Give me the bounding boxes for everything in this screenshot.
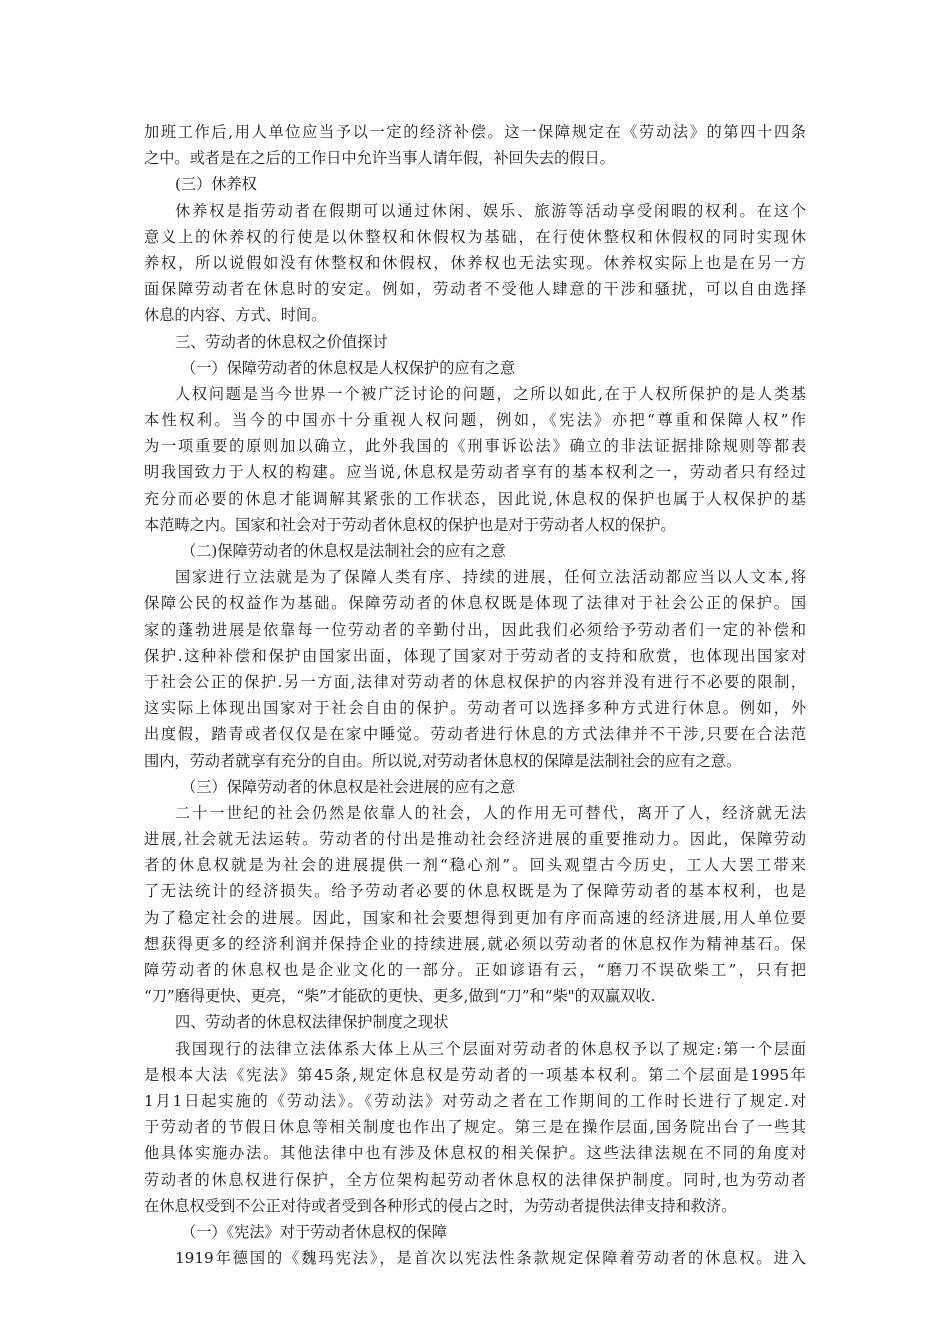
text-line: 意义上的休养权的行使是以休整权和休假权为基础，在行使休整权和休假权的同时实现休 xyxy=(144,227,806,246)
text-line: 为一项重要的原则加以确立，此外我国的《刑事诉讼法》确立的非法证据排除规则等都表 xyxy=(144,437,806,456)
text-line: 人权问题是当今世界一个被广泛讨论的问题，之所以如此,在于人权所保护的是人类基 xyxy=(175,384,806,403)
text-line: 为了稳定社会的进展。因此，国家和社会要想得到更加有序而高速的经济进展,用人单位要 xyxy=(144,908,806,927)
text-line: (三）休养权 xyxy=(175,175,257,194)
text-line: 本性权利。当今的中国亦十分重视人权问题，例如，《宪法》亦把“尊重和保障人权”作 xyxy=(144,411,806,430)
text-line: 家的蓬勃进展是依靠每一位劳动者的辛勤付出，因此我们必须给予劳动者们一定的补偿和 xyxy=(144,620,806,639)
text-line: 出度假，踏青或者仅仅是在家中睡觉。劳动者进行休息的方式法律并不干涉,只要在合法范 xyxy=(144,725,806,744)
text-line: 明我国致力于人权的构建。应当说,休息权是劳动者享有的基本权利之一，劳动者只有经过 xyxy=(144,463,806,482)
text-line: 于社会公正的保护.另一方面,法律对劳动者的休息权保护的内容并没有进行不必要的限制， xyxy=(144,672,806,691)
text-line: 在休息权受到不公正对待或者受到各种形式的侵占之时，为劳动者提供法律支持和救济。 xyxy=(144,1196,737,1215)
text-line: 障劳动者的休息权也是企业文化的一部分。正如谚语有云，“磨刀不误砍柴工”，只有把 xyxy=(144,961,806,979)
document-body xyxy=(144,119,806,1271)
text-line: 之中。或者是在之后的工作日中允许当事人请年假，补回失去的假日。 xyxy=(144,149,615,168)
text-line: 想获得更多的经济利润并保持企业的持续进展,就必须以劳动者的休息权作为精神基石。保 xyxy=(144,934,806,953)
text-line: 者的休息权就是为社会的进展提供一剂“稳心剂”。回头观望古今历史，工人大罢工带来 xyxy=(144,856,806,875)
text-line: 这实际上体现出国家对于社会自由的保护。劳动者可以选择多种方式进行休息。例如，外 xyxy=(144,699,806,718)
text-line: （三）保障劳动者的休息权是社会进展的应有之意 xyxy=(181,777,516,796)
text-line: 充分而必要的休息才能调解其紧张的工作状态，因此说,休息权的保护也属于人权保护的基 xyxy=(144,489,806,508)
text-line: 他具体实施办法。其他法律中也有涉及休息权的相关保护。这些法律法规在不同的角度对 xyxy=(144,1144,806,1163)
text-line: 是根本大法《宪法》第45条,规定休息权是劳动者的一项基本权利。第二个层面是1995年 xyxy=(144,1065,806,1084)
text-line: 于劳动者的节假日休息等相关制度也作出了规定。第三是在操作层面,国务院出台了一些其 xyxy=(144,1118,806,1137)
text-line: 围内，劳动者就享有充分的自由。所以说,对劳动者休息权的保障是法制社会的应有之意。 xyxy=(144,751,742,770)
text-line: （一）《宪法》对于劳动者休息权的保障 xyxy=(181,1222,447,1241)
text-line: 加班工作后,用人单位应当予以一定的经济补偿。这一保障规定在《劳动法》的第四十四条 xyxy=(144,123,806,141)
text-line: 四、劳动者的休息权法律保护制度之现状 xyxy=(175,1013,449,1032)
text-line: 本范畴之内。国家和社会对于劳动者休息权的保护也是对于劳动者人权的保护。 xyxy=(144,515,676,534)
text-line: “刀”磨得更快、更亮，“柴”才能砍的更快、更多,做到“刀”和“柴"的双赢双收. xyxy=(144,987,656,1006)
text-line: 1919年德国的《魏玛宪法》，是首次以宪法性条款规定保障着劳动者的休息权。进入 xyxy=(175,1249,806,1268)
text-line: 1月1日起实施的《劳动法》。《劳动法》对劳动之者在工作期间的工作时长进行了规定.对 xyxy=(144,1091,806,1110)
text-line: （二)保障劳动者的休息权是法制社会的应有之意 xyxy=(181,542,506,560)
text-line: 休养权是指劳动者在假期可以通过休闲、娱乐、旅游等活动享受闲暇的权利。在这个 xyxy=(175,201,806,220)
text-line: 三、劳动者的休息权之价值探讨 xyxy=(175,332,388,351)
text-line: 国家进行立法就是为了保障人类有序、持续的进展，任何立法活动都应当以人文本,将 xyxy=(175,568,806,587)
text-line: （一）保障劳动者的休息权是人权保护的应有之意 xyxy=(181,358,516,377)
text-line: 保护.这种补偿和保护由国家出面，体现了国家对于劳动者的支持和欣赏，也体现出国家对 xyxy=(144,646,806,665)
text-line: 二十一世纪的社会仍然是依靠人的社会，人的作用无可替代，离开了人，经济就无法 xyxy=(175,803,806,822)
text-line: 进展,社会就无法运转。劳动者的付出是推动社会经济进展的重要推动力。因此，保障劳动 xyxy=(144,830,806,849)
text-line: 面保障劳动者在休息时的安定。例如，劳动者不受他人肆意的干涉和骚扰，可以自由选择 xyxy=(144,280,806,299)
text-line: 了无法统计的经济损失。给予劳动者必要的休息权既是为了保障劳动者的基本权利，也是 xyxy=(144,882,806,901)
text-line: 保障公民的权益作为基础。保障劳动者的休息权既是体现了法律对于社会公正的保护。国 xyxy=(144,594,806,613)
text-line: 劳动者的休息权进行保护，全方位架构起劳动者休息权的法律保护制度。同时,也为劳动者 xyxy=(144,1170,806,1189)
text-line: 养权，所以说假如没有休整权和休假权，休养权也无法实现。休养权实际上也是在另一方 xyxy=(144,253,806,272)
text-line: 我国现行的法律立法体系大体上从三个层面对劳动者的休息权予以了规定:第一个层面 xyxy=(175,1039,806,1058)
text-line: 休息的内容、方式、时间。 xyxy=(144,306,327,325)
